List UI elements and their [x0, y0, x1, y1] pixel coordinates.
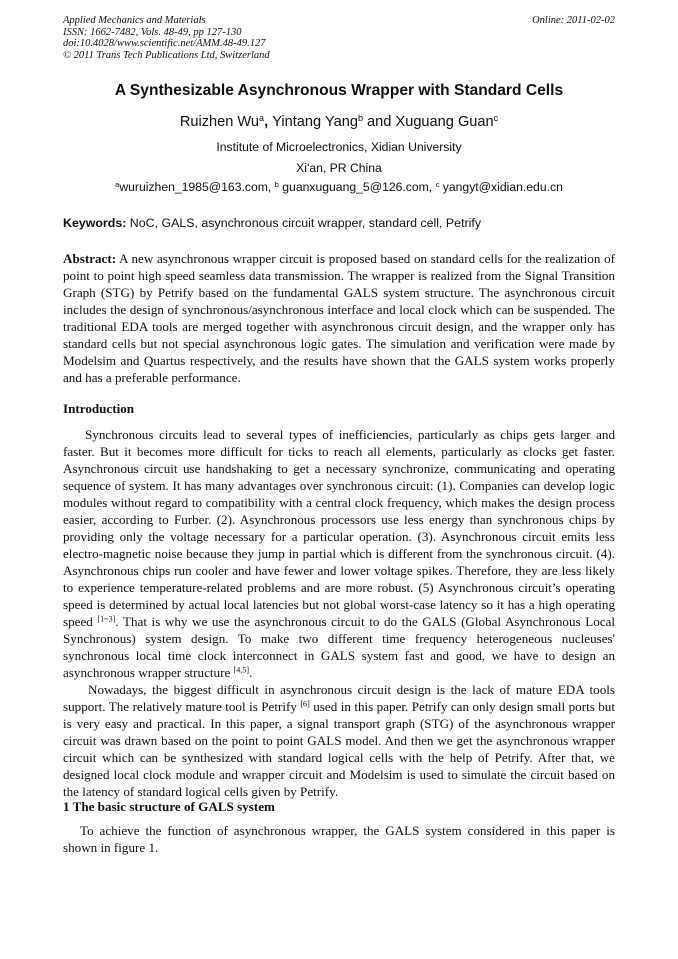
author-name: Xuguang Guan — [395, 114, 494, 130]
paragraph: To achieve the function of asynchronous wrapper, the GALS system considered in this paper is shown in figure 1. — [63, 823, 615, 855]
paragraph-text: used in this paper. Petrify can only design small ports but is very easy and practical. In this paper, a signal transport graph (STG) of the asynchronous wrapper circuit was drawn based on the point to point GALS model. And then we get the asynchronous wrapper circuit which can be synthesized with standard logical cells with the help of Petrify. After that, we designed local clock module and wrapper circuit and Modelsim is used to simulate the circuit based on the latency of standard logical cells given by Petrify. — [63, 699, 615, 799]
author-separator: and — [363, 114, 396, 130]
abstract — [63, 250, 615, 386]
paragraph-text: Synchronous circuits lead to several types of inefficiencies, particularly as chips gets larger and faster. But it becomes more difficult for ticks to reach all elements, particularly as clocks get faster. Asynchronous circuit use handshaking to get a necessary synchronize, communicating and operating sequence of system. It has many advantages over synchronous circuit: (1). Companies can develop logic modules without regard to compatibility with a central clock frequency, which makes the design process easier, according to Furber. (2). Asynchronous processors use less energy than synchronous chips by providing only the voltage necessary for a particular operation. (3). Asynchronous circuit emits less electro-magnetic noise because they jump in partial which is different from the synchronous circuit. (4). Asynchronous chips run cooler and have fewer and lower voltage spikes. Therefore, they are less likely to experience temperature-related problems and are more robust. (5) Asynchronous circuit’s operating speed is determined by actual local latencies but not global worst-case latency so it has a high operating speed — [63, 427, 615, 629]
section-heading-introduction: Introduction — [63, 401, 135, 416]
paragraph-text: Nowadays, the biggest difficult in asynchronous circuit design is the lack of mature EDA tools support. The relatively mature tool is Petrify — [63, 682, 615, 714]
article-doi: doi:10.4028/www.scientific.net/AMM.48-49.127 — [63, 38, 266, 49]
paper-title: A Synthesizable Asynchronous Wrapper with Standard Cells — [114, 82, 564, 99]
section1-body — [63, 822, 615, 856]
abstract-text: A new asynchronous wrapper circuit is proposed based on standard cells for the realization of point to point high speed seamless data transmission. The wrapper is realized from the Signal Transition Graph (STG) by Petrify based on the fundamental GALS system structure. The asynchronous circuit includes the design of synchronous/asynchronous interface and local clock which can be suspended. The traditional EDA tools are merged together with asynchronous circuit design, and the wrapper only has standard cells but not special asynchronous logic gates. The simulation and verification were made by Modelsim and Quartus respectively, and the results have shown that the GALS system works properly and has a preferable performance. — [63, 251, 615, 385]
copyright-notice: © 2011 Trans Tech Publications Ltd, Switzerland — [63, 49, 270, 61]
paragraph-text: . That is why we use the asynchronous circuit to do the GALS (Global Asynchronous Local Synchronous) system design. To make two different time frequency heterogeneous nucleuses' synchronous local time clock interconnect in GALS system fast and good, we have to design an asynchronous wrapper structure — [63, 614, 615, 680]
author-name: Yintang Yang — [272, 114, 358, 130]
citation: [4,5] — [233, 665, 250, 675]
email-mark: a — [115, 179, 120, 189]
keywords — [63, 216, 615, 230]
email-address: yangyt@xidian.edu.cn — [439, 180, 563, 194]
author-name: Ruizhen Wu — [179, 114, 260, 130]
author-affil-mark: c — [493, 113, 499, 124]
journal-name: Applied Mechanics and Materials — [63, 15, 206, 26]
author-emails — [0, 180, 678, 194]
journal-issn: ISSN: 1662-7482, Vols. 48-49, pp 127-130 — [63, 26, 242, 38]
email-address: guanxuguang_5@126.com, — [278, 180, 436, 194]
citation: [1~3] — [97, 614, 116, 624]
email-mark: b — [274, 179, 279, 189]
paragraph — [63, 426, 615, 681]
email-address: wuruizhen_1985@163.com, — [119, 180, 275, 194]
abstract-label: Abstract: — [63, 251, 117, 266]
author-affil-mark: a — [259, 113, 265, 124]
keywords-text: NoC, GALS, asynchronous circuit wrapper, standard cell, Petrify — [126, 216, 482, 230]
journal-header — [63, 15, 615, 61]
author-separator: , — [264, 114, 273, 130]
paragraph-text: . — [249, 665, 253, 680]
affiliation-city: Xi'an, PR China — [296, 161, 382, 175]
author-list — [0, 114, 678, 130]
paragraph — [63, 681, 615, 800]
online-date: Online: 2011-02-02 — [532, 15, 615, 26]
citation: [6] — [300, 699, 310, 709]
author-affil-mark: b — [357, 113, 363, 124]
keywords-label: Keywords: — [63, 216, 127, 230]
affiliation-institute: Institute of Microelectronics, Xidian University — [216, 140, 462, 154]
section-heading-gals-structure: 1 The basic structure of GALS system — [63, 799, 275, 814]
email-mark: c — [435, 179, 440, 189]
introduction-body — [63, 426, 615, 800]
